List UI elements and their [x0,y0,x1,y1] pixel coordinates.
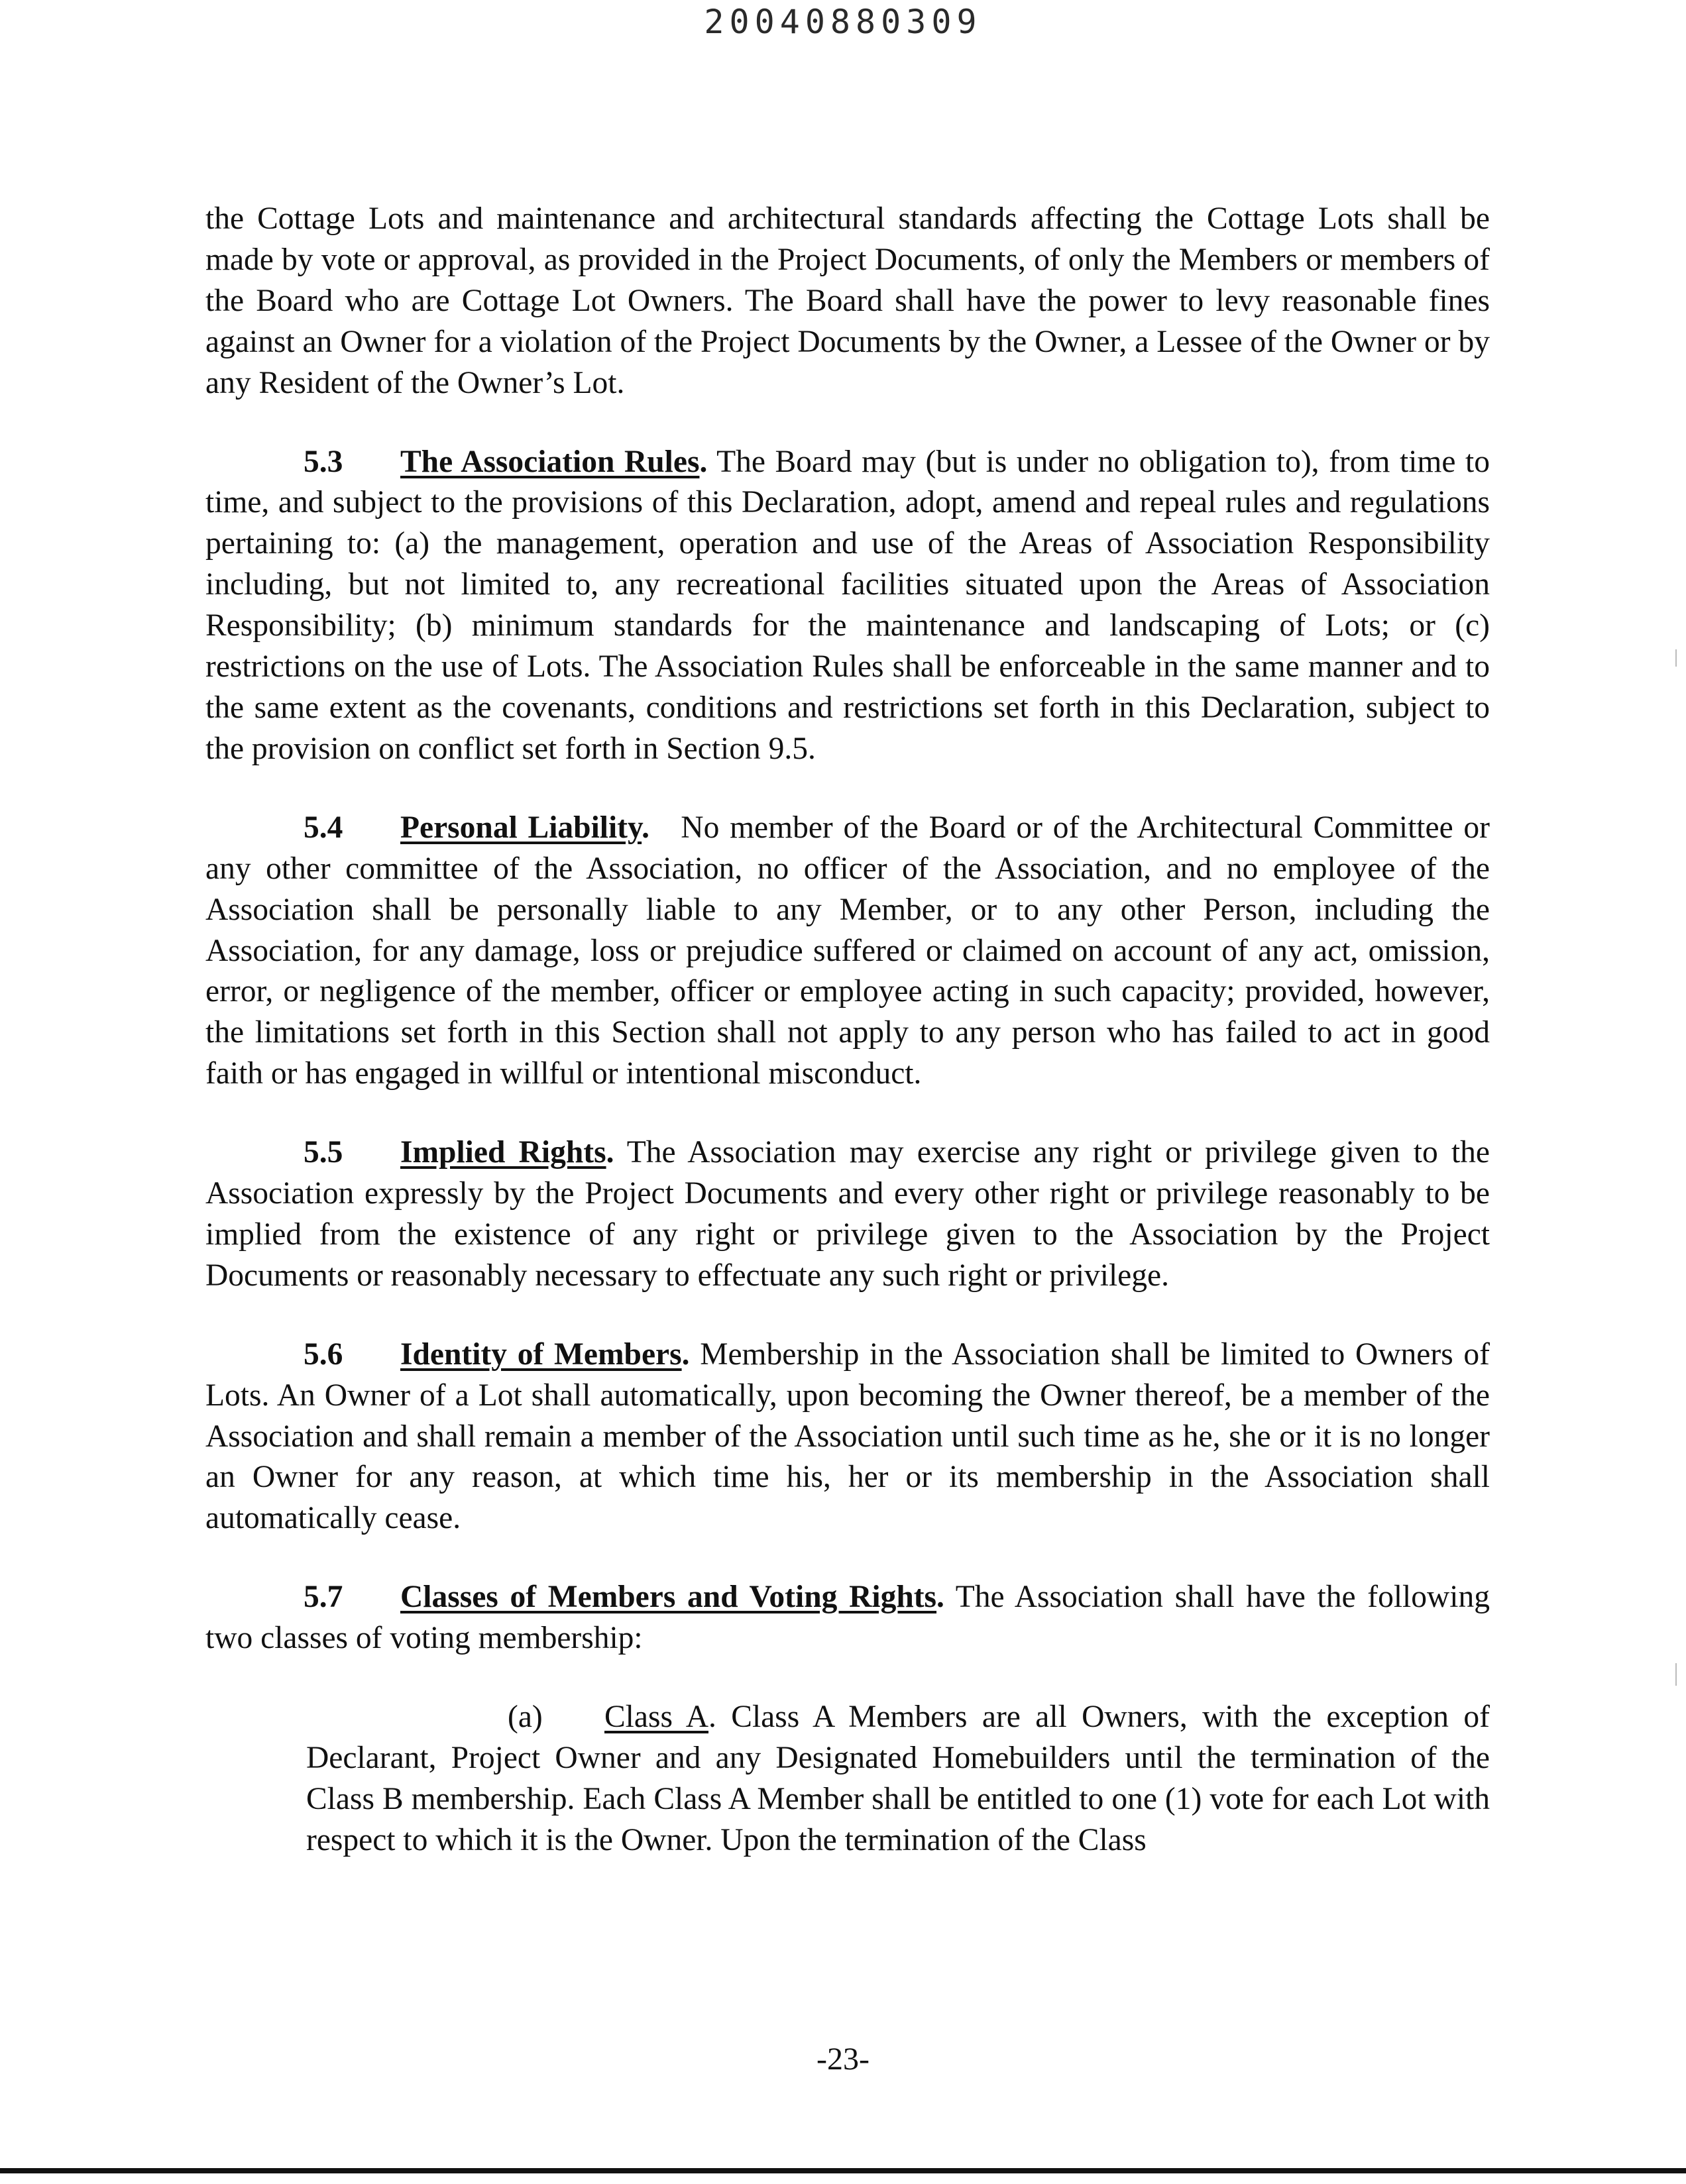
page-number: -23- [816,2042,870,2077]
scan-edge-mark [1675,1663,1677,1686]
section-heading: Personal Liability [400,810,642,845]
section-5-7: 5.7 Classes of Members and Voting Rights. The Association shall have the following two classes of voting membership: [205,1577,1490,1659]
recording-number-stamp: 20040880309 [704,3,982,41]
section-body: The Board may (but is under no obligation to), from time to time, and subject to the provisions of this Declaration, adopt, amend and repeal rules and regulations pertaining to: (a) the management, operation and use of the Areas of Association Responsibility including, but not limited to, any recreational facilities situated upon the Areas of Association Responsibility; (b) minimum standards for the maintenance and landscaping of Lots; or (c) restrictions on the use of Lots. The Association Rules shall be enforceable in the same manner and to the same extent as the covenants, conditions and restrictions set forth in this Declaration, subject to the provision on conflict set forth in Section 9.5. [205,444,1490,766]
section-heading: Implied Rights [400,1135,606,1170]
section-number: 5.7 [304,1580,343,1615]
section-number: 5.4 [304,810,343,845]
section-body: The Association may exercise any right or privilege given to the Association expressly by the Project Documents and every other right or privilege reasonably to be implied from the existence of any right or privilege given to the Association by the Project Documents or reasonably necessary to effectuate any such right or privilege. [205,1135,1490,1293]
section-5-3: 5.3 The Association Rules. The Board may (but is under no obligation to), from time to time, and subject to the provisions of this Declaration, adopt, amend and repeal rules and regulations pertaining to: (a) the management, operation and use of the Areas of Association Responsibility including, but not limited to, any recreational facilities situated upon the Areas of Association Responsibility; (b) minimum standards for the maintenance and landscaping of Lots; or (c) restrictions on the use of Lots. The Association Rules shall be enforceable in the same manner and to the same extent as the covenants, conditions and restrictions set forth in this Declaration, subject to the provision on conflict set forth in Section 9.5. [205,442,1490,770]
document-body [205,199,1490,1892]
section-5-4: 5.4 Personal Liability. No member of the Board or of the Architectural Committee or any other committee of the Association, no officer of the Association, and no employee of the Association shall be personally liable to any Member, or to any other Person, including the Association, for any damage, loss or prejudice suffered or claimed on account of any act, omission, error, or negligence of the member, officer or employee acting in such capacity; provided, however, the limitations set forth in this Section shall not apply to any person who has failed to act in good faith or has engaged in willful or intentional misconduct. [205,808,1490,1095]
section-heading: Classes of Members and Voting Rights [400,1580,937,1615]
section-5-5: 5.5 Implied Rights. The Association may exercise any right or privilege given to the Association expressly by the Project Documents and every other right or privilege reasonably to be implied from the existence of any right or privilege given to the Association by the Project Documents or reasonably necessary to effectuate any such right or privilege. [205,1132,1490,1297]
bottom-rule [0,2168,1686,2173]
subsection-class-a: (a) Class A. Class A Members are all Owners, with the exception of Declarant, Project Owner and any Designated Homebuilders until the termination of the Class B membership. Each Class A Member shall be entitled to one (1) vote for each Lot with respect to which it is the Owner. Upon the termination of the Class [306,1697,1490,1861]
section-heading: The Association Rules [400,444,700,479]
scan-edge-mark [1675,649,1677,667]
subsection-label: (a) [508,1700,543,1735]
section-heading: Identity of Members [400,1337,682,1372]
section-body: Membership in the Association shall be limited to Owners of Lots. An Owner of a Lot shall automatically, upon becoming the Owner thereof, be a member of the Association and shall remain a member of the Association until such time as he, she or it is no longer an Owner for any reason, at which time his, her or its membership in the Association shall automatically cease. [205,1337,1490,1536]
section-body: No member of the Board or of the Architectural Committee or any other committee of the Association, no officer of the Association, and no employee of the Association shall be personally liable to any Member, or to any other Person, including the Association, for any damage, loss or prejudice suffered or claimed on account of any act, omission, error, or negligence of the member, officer or employee acting in such capacity; provided, however, the limitations set forth in this Section shall not apply to any person who has failed to act in good faith or has engaged in willful or intentional misconduct. [205,810,1490,1091]
section-body: The Association shall have the following two classes of voting membership: [205,1580,1490,1656]
section-number: 5.5 [304,1135,343,1170]
intro-paragraph: the Cottage Lots and maintenance and architectural standards affecting the Cottage Lots shall be made by vote or approval, as provided in the Project Documents, of only the Members or members of the Board who are Cottage Lot Owners. The Board shall have the power to levy reasonable fines against an Owner for a violation of the Project Documents by the Owner, a Lessee of the Owner or by any Resident of the Owner’s Lot. [205,201,1490,400]
subsection-body: Class A Members are all Owners, with the exception of Declarant, Project Owner and any Designated Homebuilders until the termination of the Class B membership. Each Class A Member shall be entitled to one (1) vote for each Lot with respect to which it is the Owner. Upon the termination of the Class [306,1700,1490,1857]
section-number: 5.3 [304,444,343,479]
subsection-title: Class A [604,1700,709,1735]
section-5-6: 5.6 Identity of Members. Membership in the Association shall be limited to Owners of Lots. An Owner of a Lot shall automatically, upon becoming the Owner thereof, be a member of the Association and shall remain a member of the Association until such time as he, she or it is no longer an Owner for any reason, at which time his, her or its membership in the Association shall automatically cease. [205,1335,1490,1540]
section-number: 5.6 [304,1337,343,1372]
